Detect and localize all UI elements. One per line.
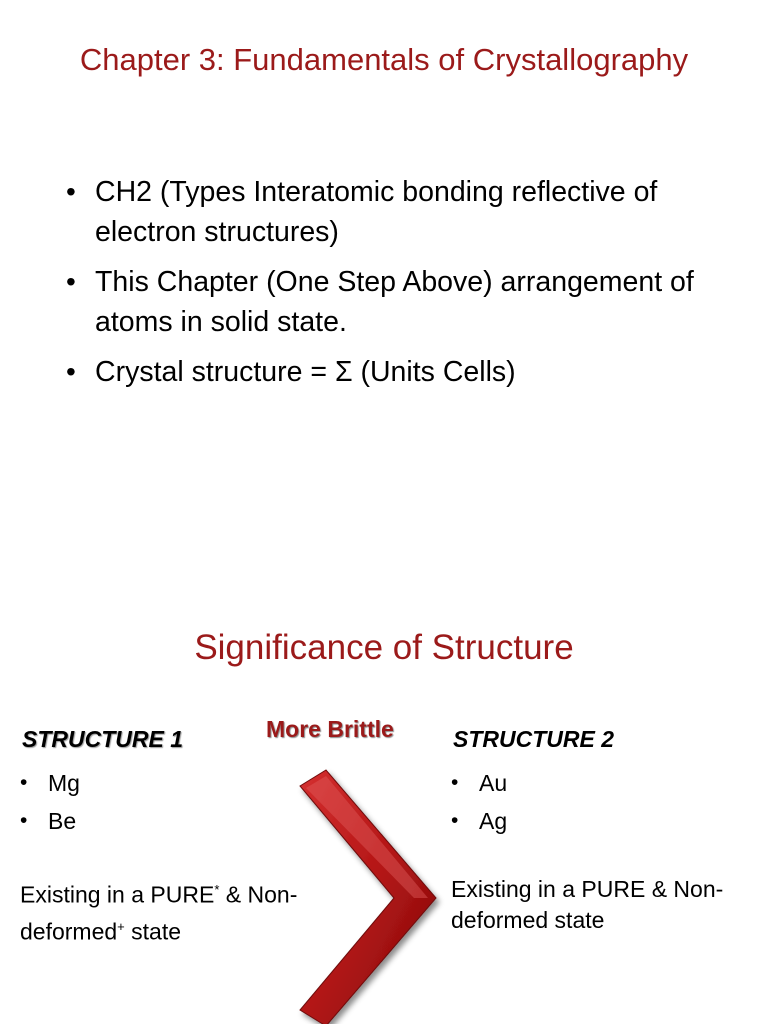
list-item: • Ag — [451, 802, 507, 840]
list-item: • Be — [20, 802, 80, 840]
structure-2-description: Existing in a PURE & Non-deformed state — [451, 876, 724, 933]
bullet-item: • Crystal structure = Σ (Units Cells) — [66, 352, 706, 392]
more-brittle-label: More Brittle — [266, 716, 394, 742]
list-item: • Mg — [20, 764, 80, 802]
structure-2-heading: STRUCTURE 2 — [453, 726, 615, 752]
structure-1-heading: STRUCTURE 1 — [22, 726, 184, 752]
desc-text: state — [124, 918, 182, 945]
structure-1-list — [20, 764, 80, 840]
list-item: • Au — [451, 764, 507, 802]
desc-text: Existing in a PURE — [20, 881, 215, 908]
footnote-mark: * — [214, 882, 220, 897]
slide-1-title: Chapter 3: Fundamentals of Crystallography — [79, 42, 689, 77]
structure-2-list — [451, 764, 507, 840]
chevron-right-icon — [290, 758, 450, 1024]
slide-2 — [0, 512, 768, 1024]
desc-text: & Non-deformed — [20, 881, 298, 945]
bullet-item: • CH2 (Types Interatomic bonding reflective of electron structures) — [66, 172, 706, 252]
footnote-mark: + — [117, 918, 125, 934]
slide-2-title: Significance of Structure — [194, 628, 574, 667]
slide-1-bullet-list — [66, 172, 706, 402]
bullet-item: • This Chapter (One Step Above) arrangement of atoms in solid state. — [66, 262, 706, 342]
